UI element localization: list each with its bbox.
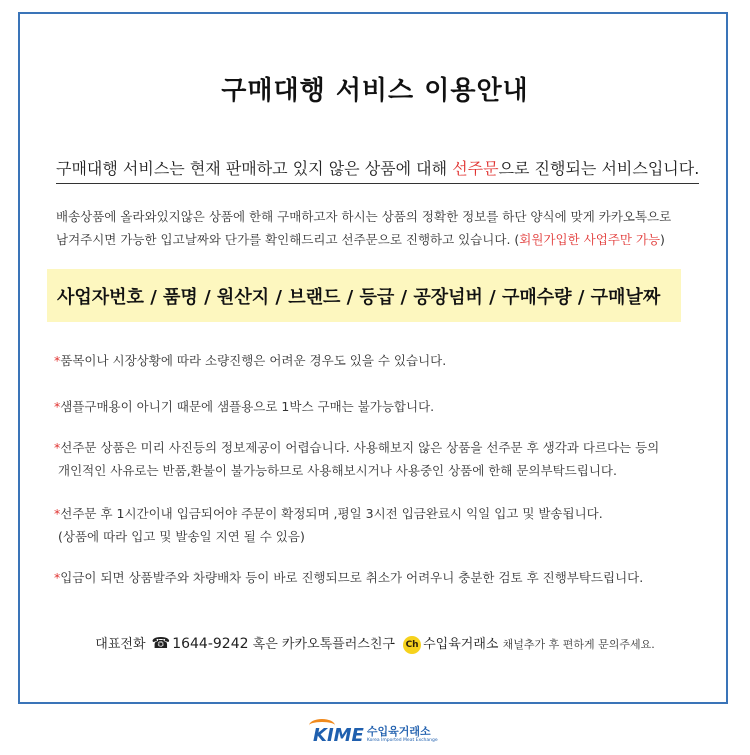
note-2 <box>54 395 434 418</box>
description-line-2-text: 남겨주시면 가능한 입고날짜와 단가를 확인해드리고 선주문으로 진행하고 있습니다. ( <box>56 232 520 247</box>
note-star: * <box>54 506 61 521</box>
kakao-plus-friend: 카카오톡플러스친구 <box>281 637 395 652</box>
logo-text <box>367 726 438 744</box>
description-line-1: 배송상품에 올라와있지않은 상품에 한해 구매하고자 하시는 상품의 정확한 정보를 하단 양식에 맞게 카카오톡으로 <box>56 209 672 224</box>
note-star: * <box>54 399 61 414</box>
intro-after: 으로 진행되는 서비스입니다. <box>498 159 700 178</box>
description-line-2-close: ) <box>660 232 665 247</box>
intro-text <box>56 156 699 184</box>
note-star: * <box>54 570 61 585</box>
channel-name[interactable]: 수입육거래소 <box>423 637 499 652</box>
note-3-line-1: 선주문 상품은 미리 사진등의 정보제공이 어렵습니다. 사용해보지 않은 상품을 선주문 후 생각과 다르다는 등의 <box>60 440 660 455</box>
note-5-line-1: 입금이 되면 상품발주와 차량배차 등이 바로 진행되므로 취소가 어려우니 충분한 검토 후 진행부탁드립니다. <box>60 570 644 585</box>
note-3-line-2: 개인적인 사유로는 반품,환불이 불가능하므로 사용해보시거나 사용중인 상품에 한해 문의부탁드립니다. <box>58 463 617 478</box>
members-only-note: 회원가입한 사업주만 가능 <box>519 232 661 247</box>
intro-highlight: 선주문 <box>452 159 499 178</box>
logo-brand-text: KIME <box>313 724 364 746</box>
note-star: * <box>54 353 61 368</box>
note-4-line-2: (상품에 따라 입고 및 발송일 지연 될 수 있음) <box>58 529 305 544</box>
kakao-channel-icon: Ch <box>403 636 421 654</box>
contact-label: 대표전화 <box>95 637 146 652</box>
note-4-line-1: 선주문 후 1시간이내 입금되어야 주문이 확정되며 ,평일 3시전 입금완료시 익일 입고 및 발송됩니다. <box>60 506 603 521</box>
phone-number[interactable]: 1644-9242 <box>172 636 249 652</box>
intro-before: 구매대행 서비스는 현재 판매하고 있지 않은 상품에 대해 <box>56 159 453 178</box>
note-4 <box>54 502 603 548</box>
logo-brand <box>313 725 364 746</box>
contact-or: 혹은 <box>252 637 278 652</box>
form-fields-text: 사업자번호 / 품명 / 원산지 / 브랜드 / 등급 / 공장넘버 / 구매수량 / 구매날짜 <box>57 286 661 308</box>
description-line-2 <box>56 228 696 251</box>
note-3 <box>54 436 659 482</box>
note-1 <box>54 349 446 372</box>
contact-line <box>0 633 750 654</box>
logo-korean: 수입육거래소 <box>366 725 431 739</box>
note-2-line-1: 샘플구매용이 아니기 때문에 샘플용으로 1박스 구매는 불가능합니다. <box>60 399 435 414</box>
logo-english: Korea Imported Meat Exchange <box>366 738 438 744</box>
form-fields-box <box>47 269 681 322</box>
description <box>56 205 696 251</box>
page-title: 구매대행 서비스 이용안내 <box>221 76 529 106</box>
note-star: * <box>54 440 61 455</box>
phone-icon: ☎ <box>151 634 171 652</box>
logo-swoosh-icon <box>309 719 335 732</box>
note-1-line-1: 품목이나 시장상황에 따라 소량진행은 어려운 경우도 있을 수 있습니다. <box>60 353 447 368</box>
contact-suffix: 채널추가 후 편하게 문의주세요. <box>502 638 655 651</box>
kime-logo <box>313 722 438 748</box>
note-5 <box>54 566 643 589</box>
